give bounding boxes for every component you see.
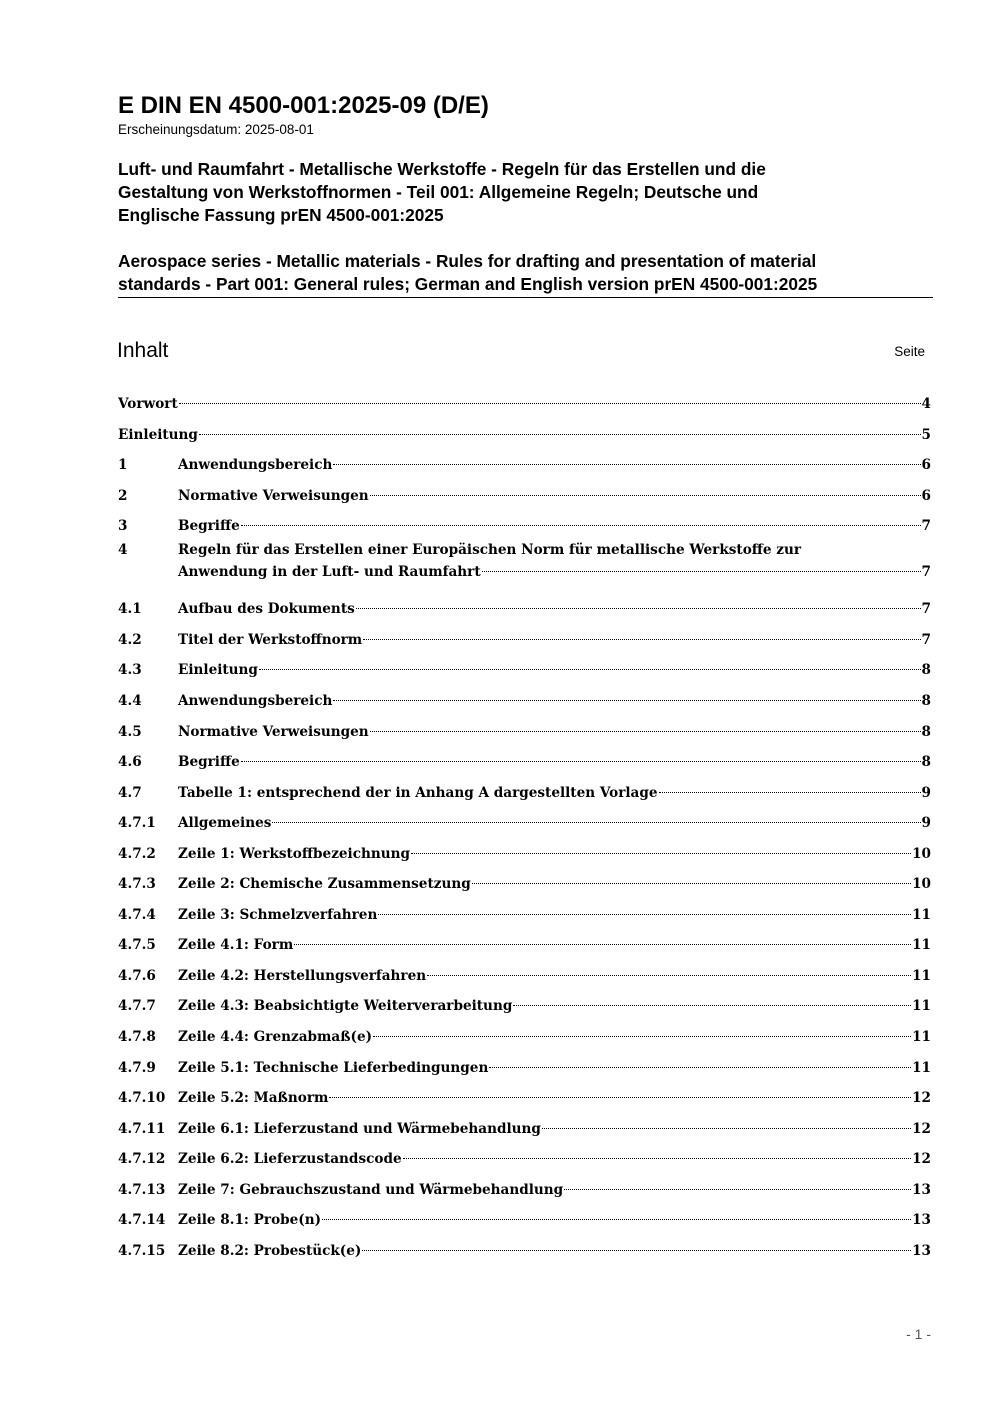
toc-entry-number: 4.7.4 xyxy=(118,906,156,923)
toc-dot-leader xyxy=(356,608,921,609)
toc-entry-title: Aufbau des Dokuments xyxy=(178,601,355,618)
toc-entry[interactable] xyxy=(118,454,931,476)
toc-dot-leader xyxy=(659,792,921,793)
toc-entry[interactable] xyxy=(118,1057,931,1079)
toc-entry-title: Zeile 4.1: Form xyxy=(178,937,294,954)
toc-entry-title: Einleitung xyxy=(118,426,198,443)
toc-entry-number: 1 xyxy=(118,457,128,474)
toc-entry-page: 8 xyxy=(921,723,931,740)
toc-entry-title: Zeile 5.1: Technische Lieferbedingungen xyxy=(178,1059,489,1076)
toc-entry-title: Zeile 4.2: Herstellungsverfahren xyxy=(178,967,427,984)
toc-dot-leader xyxy=(241,761,921,762)
toc-entry-page: 9 xyxy=(921,784,931,801)
toc-entry[interactable] xyxy=(118,659,931,681)
toc-entry-number: 4.7.14 xyxy=(118,1212,166,1229)
toc-entry-page: 11 xyxy=(912,998,931,1015)
german-title-line: Englische Fassung prEN 4500-001:2025 xyxy=(118,205,444,225)
toc-entry-number: 2 xyxy=(118,487,128,504)
toc-entry[interactable] xyxy=(118,1087,931,1109)
toc-entry-page: 12 xyxy=(912,1120,931,1137)
toc-dot-leader xyxy=(513,1005,911,1006)
toc-entry[interactable] xyxy=(118,843,931,865)
toc-entry-page: 7 xyxy=(921,601,931,618)
toc-entry-title: Normative Verweisungen xyxy=(178,723,369,740)
toc-entry-page: 11 xyxy=(912,937,931,954)
toc-dot-leader xyxy=(362,1250,911,1251)
toc-dot-leader xyxy=(542,1128,911,1129)
toc-entry[interactable] xyxy=(118,1240,931,1262)
toc-dot-leader xyxy=(322,1219,911,1220)
toc-entry-title: Zeile 1: Werkstoffbezeichnung xyxy=(178,845,411,862)
toc-entry[interactable] xyxy=(118,485,931,507)
toc-entry-page: 13 xyxy=(912,1212,931,1229)
toc-dot-leader xyxy=(363,639,920,640)
toc-entry-title-first-line: Regeln für das Erstellen einer Europäischen Norm für metallische Werkstoffe zur xyxy=(178,541,802,558)
toc-entry-page: 11 xyxy=(912,1059,931,1076)
toc-entry[interactable] xyxy=(118,751,931,773)
toc-dot-leader xyxy=(333,464,920,465)
toc-entry-number: 4.1 xyxy=(118,601,142,618)
toc-entry-title: Zeile 4.3: Beabsichtigte Weiterverarbeitung xyxy=(178,998,513,1015)
toc-dot-leader xyxy=(411,853,911,854)
toc-entry-page: 10 xyxy=(912,845,931,862)
toc-entry[interactable] xyxy=(118,1209,931,1231)
toc-entry-number: 4.7.6 xyxy=(118,967,156,984)
toc-entry-page: 10 xyxy=(912,876,931,893)
toc-entry-title: Zeile 4.4: Grenzabmaß(e) xyxy=(178,1029,373,1045)
english-title xyxy=(118,250,933,298)
toc-entry-title: Zeile 2: Chemische Zusammensetzung xyxy=(178,876,471,893)
german-title-line: Luft- und Raumfahrt - Metallische Werkstoffe - Regeln für das Erstellen und die xyxy=(118,159,766,179)
toc-dot-leader xyxy=(241,525,921,526)
toc-entry[interactable] xyxy=(118,782,931,804)
toc-entry-title: Zeile 6.2: Lieferzustandscode xyxy=(178,1151,402,1168)
toc-entry-page: 7 xyxy=(921,518,931,535)
english-title-line: standards - Part 001: General rules; German and English version prEN 4500-001:2025 xyxy=(118,274,818,294)
toc-entry-title: Anwendung in der Luft- und Raumfahrt xyxy=(178,563,481,580)
toc-entry[interactable] xyxy=(118,539,931,583)
toc-entry-title: Titel der Werkstoffnorm xyxy=(178,631,363,648)
toc-entry-number: 4.7 xyxy=(118,784,142,801)
toc-entry-number: 4.7.15 xyxy=(118,1242,166,1259)
toc-dot-leader xyxy=(378,914,911,915)
toc-entry[interactable] xyxy=(118,393,931,415)
toc-entry[interactable] xyxy=(118,424,931,446)
toc-entry-title: Zeile 3: Schmelzverfahren xyxy=(178,906,378,923)
toc-entry-number: 4.7.3 xyxy=(118,876,156,893)
toc-entry[interactable] xyxy=(118,598,931,620)
toc-entry-title: Zeile 8.1: Probe(n) xyxy=(178,1212,322,1229)
toc-entry-page: 13 xyxy=(912,1242,931,1259)
toc-entry-page: 6 xyxy=(921,487,931,504)
toc-entry[interactable] xyxy=(118,995,931,1017)
publication-date: Erscheinungsdatum: 2025-08-01 xyxy=(118,122,314,137)
toc-entry[interactable] xyxy=(118,515,931,537)
toc-entry-page: 9 xyxy=(921,815,931,832)
toc-entry-page: 11 xyxy=(912,906,931,923)
toc-entry-title: Tabelle 1: entsprechend der in Anhang A dargestellten Vorlage xyxy=(178,784,658,801)
toc-entry[interactable] xyxy=(118,629,931,651)
german-title xyxy=(118,158,933,227)
toc-entry-page: 12 xyxy=(912,1090,931,1107)
toc-entry-page: 11 xyxy=(912,1029,931,1045)
toc-entry[interactable] xyxy=(118,812,931,834)
toc-dot-leader xyxy=(370,731,921,732)
toc-entry-number: 4.6 xyxy=(118,754,142,771)
toc-entry-number: 4.7.8 xyxy=(118,1029,156,1045)
toc-entry[interactable] xyxy=(118,1179,931,1201)
toc-entry-number: 4.4 xyxy=(118,692,142,709)
toc-entry[interactable] xyxy=(118,904,931,926)
toc-entry-number: 4.7.7 xyxy=(118,998,156,1015)
toc-entry-page: 5 xyxy=(921,426,931,443)
toc-entry[interactable] xyxy=(118,1026,931,1048)
toc-entry-number: 4.5 xyxy=(118,723,142,740)
toc-entry-page: 8 xyxy=(921,662,931,679)
german-title-line: Gestaltung von Werkstoffnormen - Teil 001: Allgemeine Regeln; Deutsche und xyxy=(118,182,759,202)
toc-heading: Inhalt xyxy=(117,339,169,362)
toc-dot-leader xyxy=(294,944,911,945)
toc-dot-leader xyxy=(482,571,921,572)
toc-entry[interactable] xyxy=(118,1148,931,1170)
toc-entry-number: 3 xyxy=(118,518,128,535)
toc-entry-page: 8 xyxy=(921,754,931,771)
toc-entry-title: Begriffe xyxy=(178,518,240,535)
toc-dot-leader xyxy=(373,1036,911,1037)
toc-dot-leader xyxy=(472,883,911,884)
toc-entry-number: 4.7.9 xyxy=(118,1059,156,1076)
toc-entry-number: 4.7.1 xyxy=(118,815,156,832)
toc-dot-leader xyxy=(489,1067,911,1068)
toc-entry-page: 6 xyxy=(921,457,931,474)
document-id: E DIN EN 4500-001:2025-09 (D/E) xyxy=(118,92,489,119)
toc-entry-page: 4 xyxy=(921,396,931,412)
toc-dot-leader xyxy=(564,1189,911,1190)
toc-entry-page: 7 xyxy=(921,563,931,580)
toc-entry-title: Allgemeines xyxy=(178,815,272,832)
toc-dot-leader xyxy=(329,1097,911,1098)
page-number: - 1 - xyxy=(906,1326,931,1342)
toc-entry-title: Zeile 6.1: Lieferzustand und Wärmebehandlung xyxy=(178,1120,541,1137)
toc-entry-number: 4 xyxy=(118,541,128,558)
toc-dot-leader xyxy=(403,1158,911,1159)
toc-entry-title: Anwendungsbereich xyxy=(178,692,333,709)
toc-entry-title: Vorwort xyxy=(118,396,178,412)
toc-entry-number: 4.7.13 xyxy=(118,1181,166,1198)
toc-entry-title: Einleitung xyxy=(178,662,258,679)
toc-entry-title: Normative Verweisungen xyxy=(178,487,369,504)
toc-entry-title: Zeile 8.2: Probestück(e) xyxy=(178,1242,362,1259)
toc-dot-leader xyxy=(370,495,921,496)
toc-entry-title: Begriffe xyxy=(178,754,240,771)
toc-dot-leader xyxy=(199,434,921,435)
toc-entry-number: 4.7.2 xyxy=(118,845,156,862)
toc-dot-leader xyxy=(179,403,921,404)
toc-entry[interactable] xyxy=(118,1118,931,1140)
toc-entry-page: 13 xyxy=(912,1181,931,1198)
toc-entry-number: 4.7.11 xyxy=(118,1120,166,1137)
toc-entry[interactable] xyxy=(118,873,931,895)
toc-entry-page: 12 xyxy=(912,1151,931,1168)
toc-entry-title: Zeile 7: Gebrauchszustand und Wärmebehandlung xyxy=(178,1181,564,1198)
toc-entry[interactable] xyxy=(118,934,931,956)
english-title-line: Aerospace series - Metallic materials - Rules for drafting and presentation of material xyxy=(118,251,817,271)
toc-entry-number: 4.2 xyxy=(118,631,142,648)
toc-dot-leader xyxy=(333,700,920,701)
toc-entry[interactable] xyxy=(118,965,931,987)
toc-entry-page: 8 xyxy=(921,692,931,709)
toc-entry-number: 4.7.5 xyxy=(118,937,156,954)
toc-entry[interactable] xyxy=(118,690,931,712)
toc-entry-title: Anwendungsbereich xyxy=(178,457,333,474)
toc-dot-leader xyxy=(259,669,921,670)
toc-entry-number: 4.3 xyxy=(118,662,142,679)
toc-entry[interactable] xyxy=(118,721,931,743)
toc-entry-page: 11 xyxy=(912,967,931,984)
toc-dot-leader xyxy=(427,975,911,976)
toc-page-label: Seite xyxy=(894,344,925,359)
toc-entry-title: Zeile 5.2: Maßnorm xyxy=(178,1090,329,1107)
toc-entry-number: 4.7.10 xyxy=(118,1090,166,1107)
toc-dot-leader xyxy=(272,822,920,823)
toc-entry-page: 7 xyxy=(921,631,931,648)
toc-entry-number: 4.7.12 xyxy=(118,1151,166,1168)
